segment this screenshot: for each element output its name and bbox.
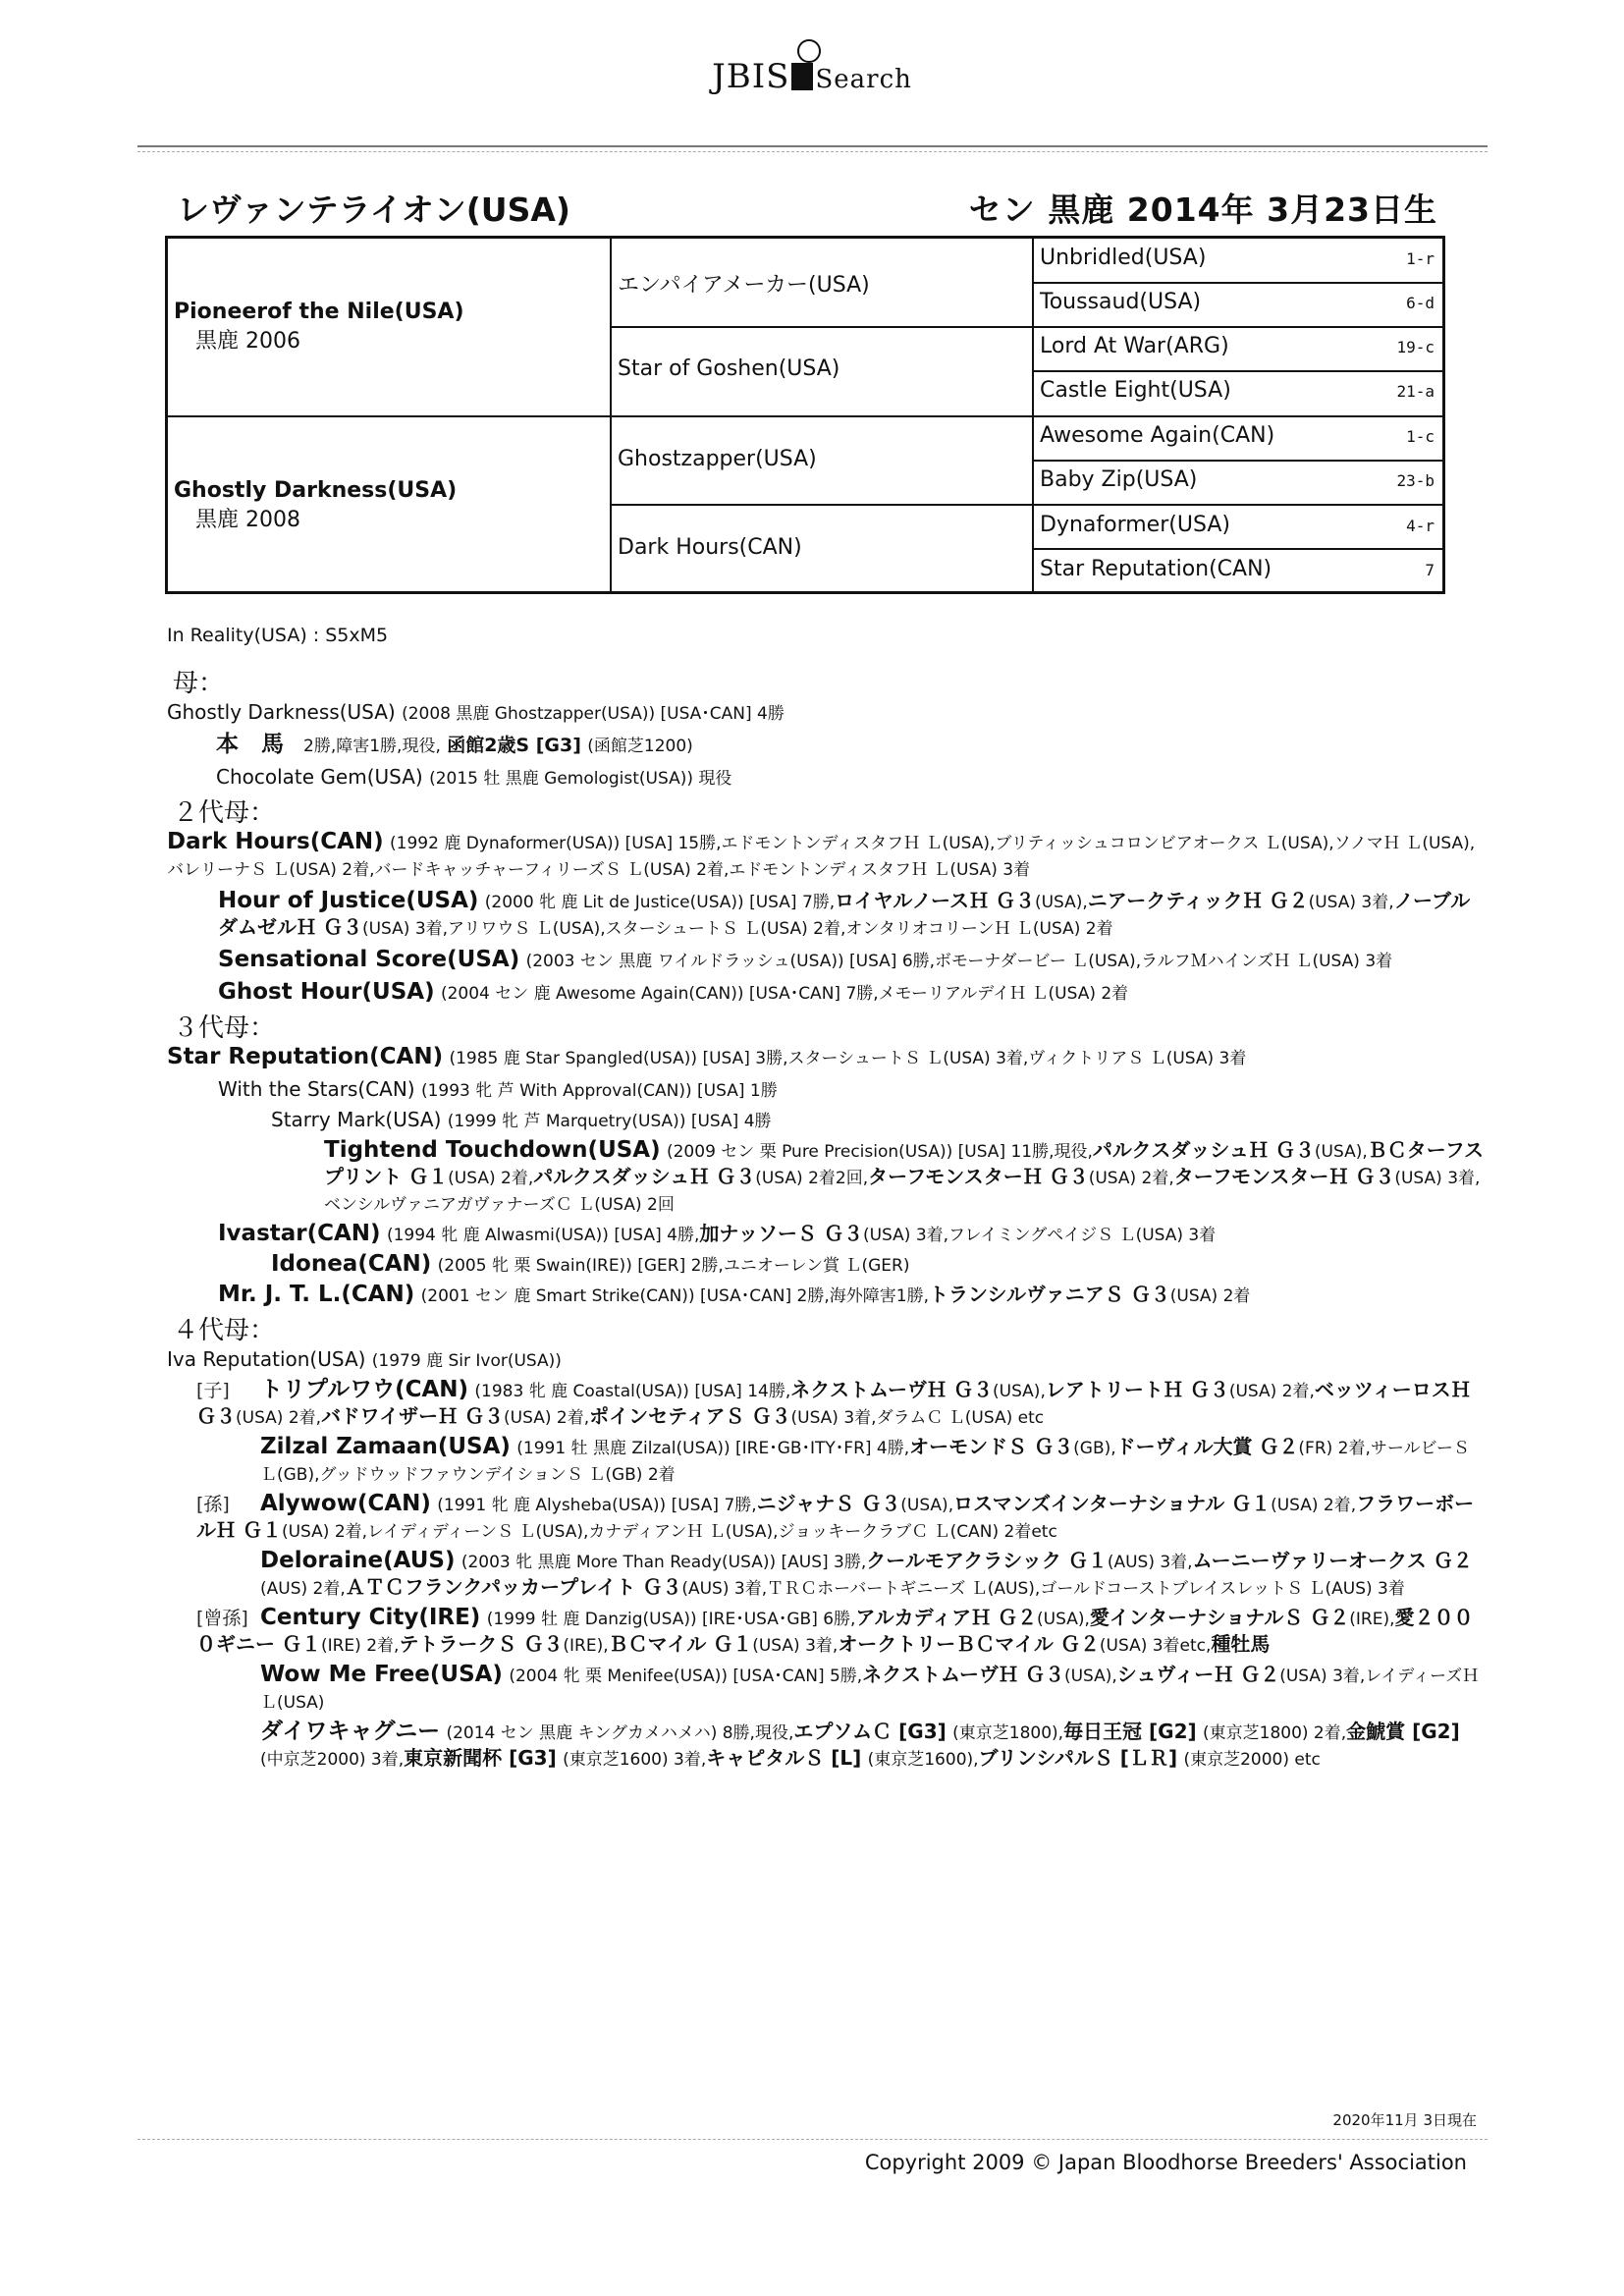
copyright: Copyright 2009 © Japan Bloodhorse Breeders' Association (864, 2151, 1467, 2174)
gen3-cell (1040, 513, 1444, 552)
record-line: Hour of Justice(USA) (2000 牝 鹿 Lit de Justice(USA)) [USA] 7勝,ロイヤルノースＨ Ｇ３(USA),ニアークティックＨ Ｇ２(USA) 3着,ノーブルダムゼルＨ Ｇ３(USA) 3着,アリワウＳ Ｌ(USA),スターシュートＳ Ｌ(USA) 2着,オンタリオコリーンＨ Ｌ(USA) 2着 (218, 888, 1471, 939)
section-heading-g3: ３代母： (173, 1013, 276, 1043)
gen3-cell (1040, 423, 1444, 463)
record-line: Idonea(CAN) (2005 牝 栗 Swain(IRE)) [GER] 2勝,ユニオーレン賞 Ｌ(GER) (271, 1251, 910, 1277)
gen3-cell (1040, 378, 1444, 417)
family-number: 1-r (1406, 249, 1435, 268)
header-rule-dashed (137, 151, 1488, 152)
horse-logo-icon (791, 63, 813, 90)
gen3-name: Castle Eight(USA) (1040, 378, 1231, 403)
family-record (167, 668, 1488, 1773)
family-number: 23-b (1396, 471, 1435, 490)
record-line: Starry Mark(USA) (1999 牝 芦 Marquetry(USA)) [USA] 4勝 (271, 1108, 772, 1131)
record-line: [孫] Alywow(CAN) (1991 牝 鹿 Alysheba(USA)) [USA] 7勝,ニジャナＳ Ｇ３(USA),ロスマンズインターナショナル Ｇ１(USA) 2着,フラワーボールＨ Ｇ１(USA) 2着,レイディディーンＳ Ｌ(USA),カナディアンＨ Ｌ(USA),ジョッキークラブＣ Ｌ(CAN) 2着etc (196, 1491, 1475, 1542)
logo-text-search: Search (815, 65, 912, 94)
record-line: 本 馬 2勝,障害1勝,現役, 函館2歳S [G3] (函館芝1200) (216, 732, 693, 757)
inbreeding-note: In Reality(USA) : S5xM5 (167, 625, 389, 646)
horse-name: レヴァンテライオン(USA) (177, 191, 570, 229)
gen3-cell (1040, 557, 1444, 596)
gen3-name: Baby Zip(USA) (1040, 467, 1198, 492)
record-line: Ivastar(CAN) (1994 牝 鹿 Alwasmi(USA)) [USA] 4勝,加ナッソーＳ Ｇ３(USA) 3着,フレイミングペイジＳ Ｌ(USA) 3着 (218, 1221, 1217, 1246)
dam-cell (174, 478, 457, 533)
record-line: Sensational Score(USA) (2003 セン 黒鹿 ワイルドラッシュ(USA)) [USA] 6勝,ボモーナダービー Ｌ(USA),ラルフＭハインズＨ Ｌ(USA) 3着 (218, 947, 1393, 972)
record-line: Ghost Hour(USA) (2004 セン 鹿 Awesome Again(CAN)) [USA･CAN] 7勝,メモーリアルデイＨ Ｌ(USA) 2着 (218, 979, 1129, 1005)
family-number: 4-r (1406, 517, 1435, 535)
family-number: 21-a (1396, 382, 1435, 401)
logo-text-jbis: JBIS (712, 57, 790, 96)
sire-dam: Star of Goshen(USA) (618, 356, 840, 381)
record-line: Ghostly Darkness(USA) (2008 黒鹿 Ghostzapper(USA)) [USA･CAN] 4勝 (167, 700, 785, 724)
jbis-search-logo (0, 57, 1624, 96)
dam-dam: Dark Hours(CAN) (618, 535, 802, 560)
family-number: 6-d (1406, 294, 1435, 312)
gen3-name: Toussaud(USA) (1040, 290, 1202, 314)
pedigree-table (165, 236, 1445, 594)
sire-name: Pioneerof the Nile(USA) (174, 300, 464, 324)
sire-sire: エンパイアメーカー(USA) (618, 273, 870, 298)
dam-detail: 黒鹿 2008 (195, 508, 300, 532)
gen3-name: Awesome Again(CAN) (1040, 423, 1275, 448)
record-line: [子] トリプルワウ(CAN) (1983 牝 鹿 Coastal(USA)) [USA] 14勝,ネクストムーヴＨ Ｇ３(USA),レアトリートＨ Ｇ３(USA) 2着,ベッツィーロスＨ Ｇ３(USA) 2着,バドワイザーＨ Ｇ３(USA) 2着,ポインセティアＳ Ｇ３(USA) 3着,ダラムＣ Ｌ(USA) etc (196, 1377, 1471, 1428)
family-number: 7 (1425, 561, 1435, 579)
gen3-name: Lord At War(ARG) (1040, 334, 1229, 358)
gen3-cell (1040, 290, 1444, 329)
gen3-name: Star Reputation(CAN) (1040, 557, 1272, 581)
record-line: Tightend Touchdown(USA) (2009 セン 栗 Pure Precision(USA)) [USA] 11勝,現役,パルクスダッシュＨ Ｇ３(USA),ＢＣターフスプリント Ｇ１(USA) 2着,パルクスダッシュＨ Ｇ３(USA) 2着2回,ターフモンスターＨ Ｇ３(USA) 2着,ターフモンスターＨ Ｇ３(USA) 3着,ベンシルヴァニアガヴァナーズＣ Ｌ(USA) 2回 (324, 1137, 1484, 1215)
gen3-cell (1040, 334, 1444, 373)
sire-detail: 黒鹿 2006 (195, 329, 300, 354)
record-line: Deloraine(AUS) (2003 牝 黒鹿 More Than Ready(USA)) [AUS] 3勝,クールモアクラシック Ｇ１(AUS) 3着,ムーニーヴァリーオークス Ｇ２(AUS) 2着,ＡＴＣフランクパッカープレイト Ｇ３(AUS) 3着,ＴＲＣホーバートギニーズ Ｌ(AUS),ゴールドコーストブレイスレットＳ Ｌ(AUS) 3着 (260, 1548, 1473, 1599)
gen3-cell (1040, 467, 1444, 507)
gen3-name: Unbridled(USA) (1040, 246, 1207, 270)
record-line: Mr. J. T. L.(CAN) (2001 セン 鹿 Smart Strike(CAN)) [USA･CAN] 2勝,海外障害1勝,トランシルヴァニアＳ Ｇ３(USA) 2着 (218, 1282, 1251, 1307)
horse-sex-color-birthdate: セン 黒鹿 2014年 3月23日生 (968, 191, 1437, 229)
dam-sire: Ghostzapper(USA) (618, 447, 817, 471)
record-line: Dark Hours(CAN) (1992 鹿 Dynaformer(USA)) [USA] 15勝,エドモントンディスタフＨ Ｌ(USA),ブリティッシュコロンビアオークス Ｌ(USA),ソノマＨ Ｌ(USA),バレリーナＳ Ｌ(USA) 2着,バードキャッチャーフィリーズＳ Ｌ(USA) 2着,エドモントンディスタフＨ Ｌ(USA) 3着 (167, 829, 1476, 880)
section-heading-dam: 母： (173, 669, 225, 698)
record-line: Star Reputation(CAN) (1985 鹿 Star Spangled(USA)) [USA] 3勝,スターシュートＳ Ｌ(USA) 3着,ヴィクトリアＳ Ｌ(USA) 3着 (167, 1044, 1247, 1069)
family-number: 19-c (1396, 338, 1435, 356)
record-line: [曾孫] Century City(IRE) (1999 牡 鹿 Danzig(USA)) [IRE･USA･GB] 6勝,アルカディアＨ Ｇ２(USA),愛インターナショナルＳ Ｇ２(IRE),愛２０００ギニー Ｇ１(IRE) 2着,テトラークＳ Ｇ３(IRE),ＢＣマイル Ｇ１(USA) 3着,オークトリーＢＣマイル Ｇ２(USA) 3着etc,種牡馬 (196, 1605, 1474, 1656)
footer-rule (137, 2139, 1488, 2140)
record-line: Wow Me Free(USA) (2004 牝 栗 Menifee(USA)) [USA･CAN] 5勝,ネクストムーヴＨ Ｇ３(USA),シュヴィーＨ Ｇ２(USA) 3着,レイディーズＨ Ｌ(USA) (260, 1662, 1480, 1713)
sire-cell (174, 300, 464, 355)
family-number: 1-c (1406, 427, 1435, 446)
dam-name: Ghostly Darkness(USA) (174, 478, 458, 503)
record-line: Zilzal Zamaan(USA) (1991 牡 黒鹿 Zilzal(USA)) [IRE･GB･ITY･FR] 4勝,オーモンドＳ Ｇ３(GB),ドーヴィル大賞 Ｇ２(FR) 2着,サールビーＳ Ｌ(GB),グッドウッドファウンデイションＳ Ｌ(GB) 2着 (260, 1434, 1470, 1485)
record-line: With the Stars(CAN) (1993 牝 芦 With Approval(CAN)) [USA] 1勝 (218, 1077, 778, 1101)
record-line: Iva Reputation(USA) (1979 鹿 Sir Ivor(USA)) (167, 1347, 562, 1371)
as-of-date: 2020年11月 3日現在 (1332, 2111, 1477, 2129)
section-heading-g4: ４代母： (173, 1316, 276, 1345)
record-line: ダイワキャグニー (2014 セン 黒鹿 キングカメハメハ) 8勝,現役,エプソムＣ [G3] (東京芝1800),毎日王冠 [G2] (東京芝1800) 2着,金鯱賞 [G2] (中京芝2000) 3着,東京新聞杯 [G3] (東京芝1600) 3着,キャピタルＳ [L] (東京芝1600),ブリンシパルＳ [ＬＲ] (東京芝2000) etc (260, 1719, 1460, 1770)
gen3-cell (1040, 246, 1444, 285)
header-rule (137, 145, 1488, 147)
gen3-name: Dynaformer(USA) (1040, 513, 1230, 537)
record-line: Chocolate Gem(USA) (2015 牡 黒鹿 Gemologist(USA)) 現役 (216, 765, 732, 789)
section-heading-g2: ２代母： (173, 798, 276, 828)
